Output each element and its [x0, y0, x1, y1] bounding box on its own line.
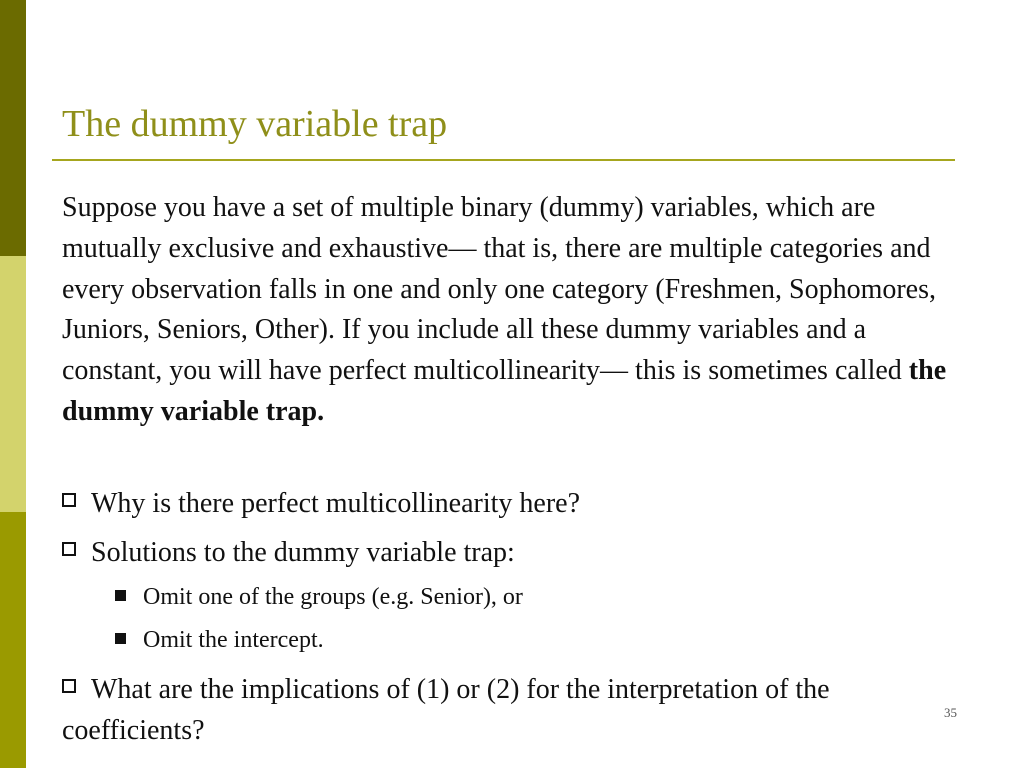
bullet-text: What are the implications of (1) or (2) for the interpretation of the coefficients?: [62, 674, 830, 746]
hollow-square-bullet-icon: [62, 493, 76, 507]
filled-square-bullet-icon: [115, 633, 126, 644]
slide-title: The dummy variable trap: [62, 103, 448, 145]
sub-bullet-text: Omit the intercept.: [143, 627, 324, 653]
sub-bullet-item: [115, 582, 523, 612]
hollow-square-bullet-icon: [62, 542, 76, 556]
intro-paragraph: [62, 188, 962, 433]
intro-paragraph-bold: the dummy variable trap.: [62, 355, 947, 427]
intro-paragraph-text: Suppose you have a set of multiple binary (dummy) variables, which are mutually exclusive and exhaustive— that is, there are multiple categories and every observation falls in one and only one category (Freshmen, Sophomores, Juniors, Seniors, Other). If you include all these dummy variables and a constant, you will have perfect multicollinearity— this is sometimes called: [62, 192, 937, 387]
bullet-text: Solutions to the dummy variable trap:: [91, 537, 515, 568]
hollow-square-bullet-icon: [62, 679, 76, 693]
bullet-item: [62, 484, 580, 525]
title-underline: [52, 159, 955, 161]
accent-stripe-bottom: [0, 512, 26, 768]
accent-stripe-middle: [0, 256, 26, 512]
page-number: 35: [944, 705, 957, 720]
bullet-item: [62, 533, 515, 574]
sub-bullet-text: Omit one of the groups (e.g. Senior), or: [143, 584, 523, 610]
bullet-item: [62, 670, 942, 752]
sub-bullet-item: [115, 625, 324, 655]
filled-square-bullet-icon: [115, 590, 126, 601]
accent-stripe-top: [0, 0, 26, 256]
bullet-text: Why is there perfect multicollinearity here?: [91, 488, 581, 519]
